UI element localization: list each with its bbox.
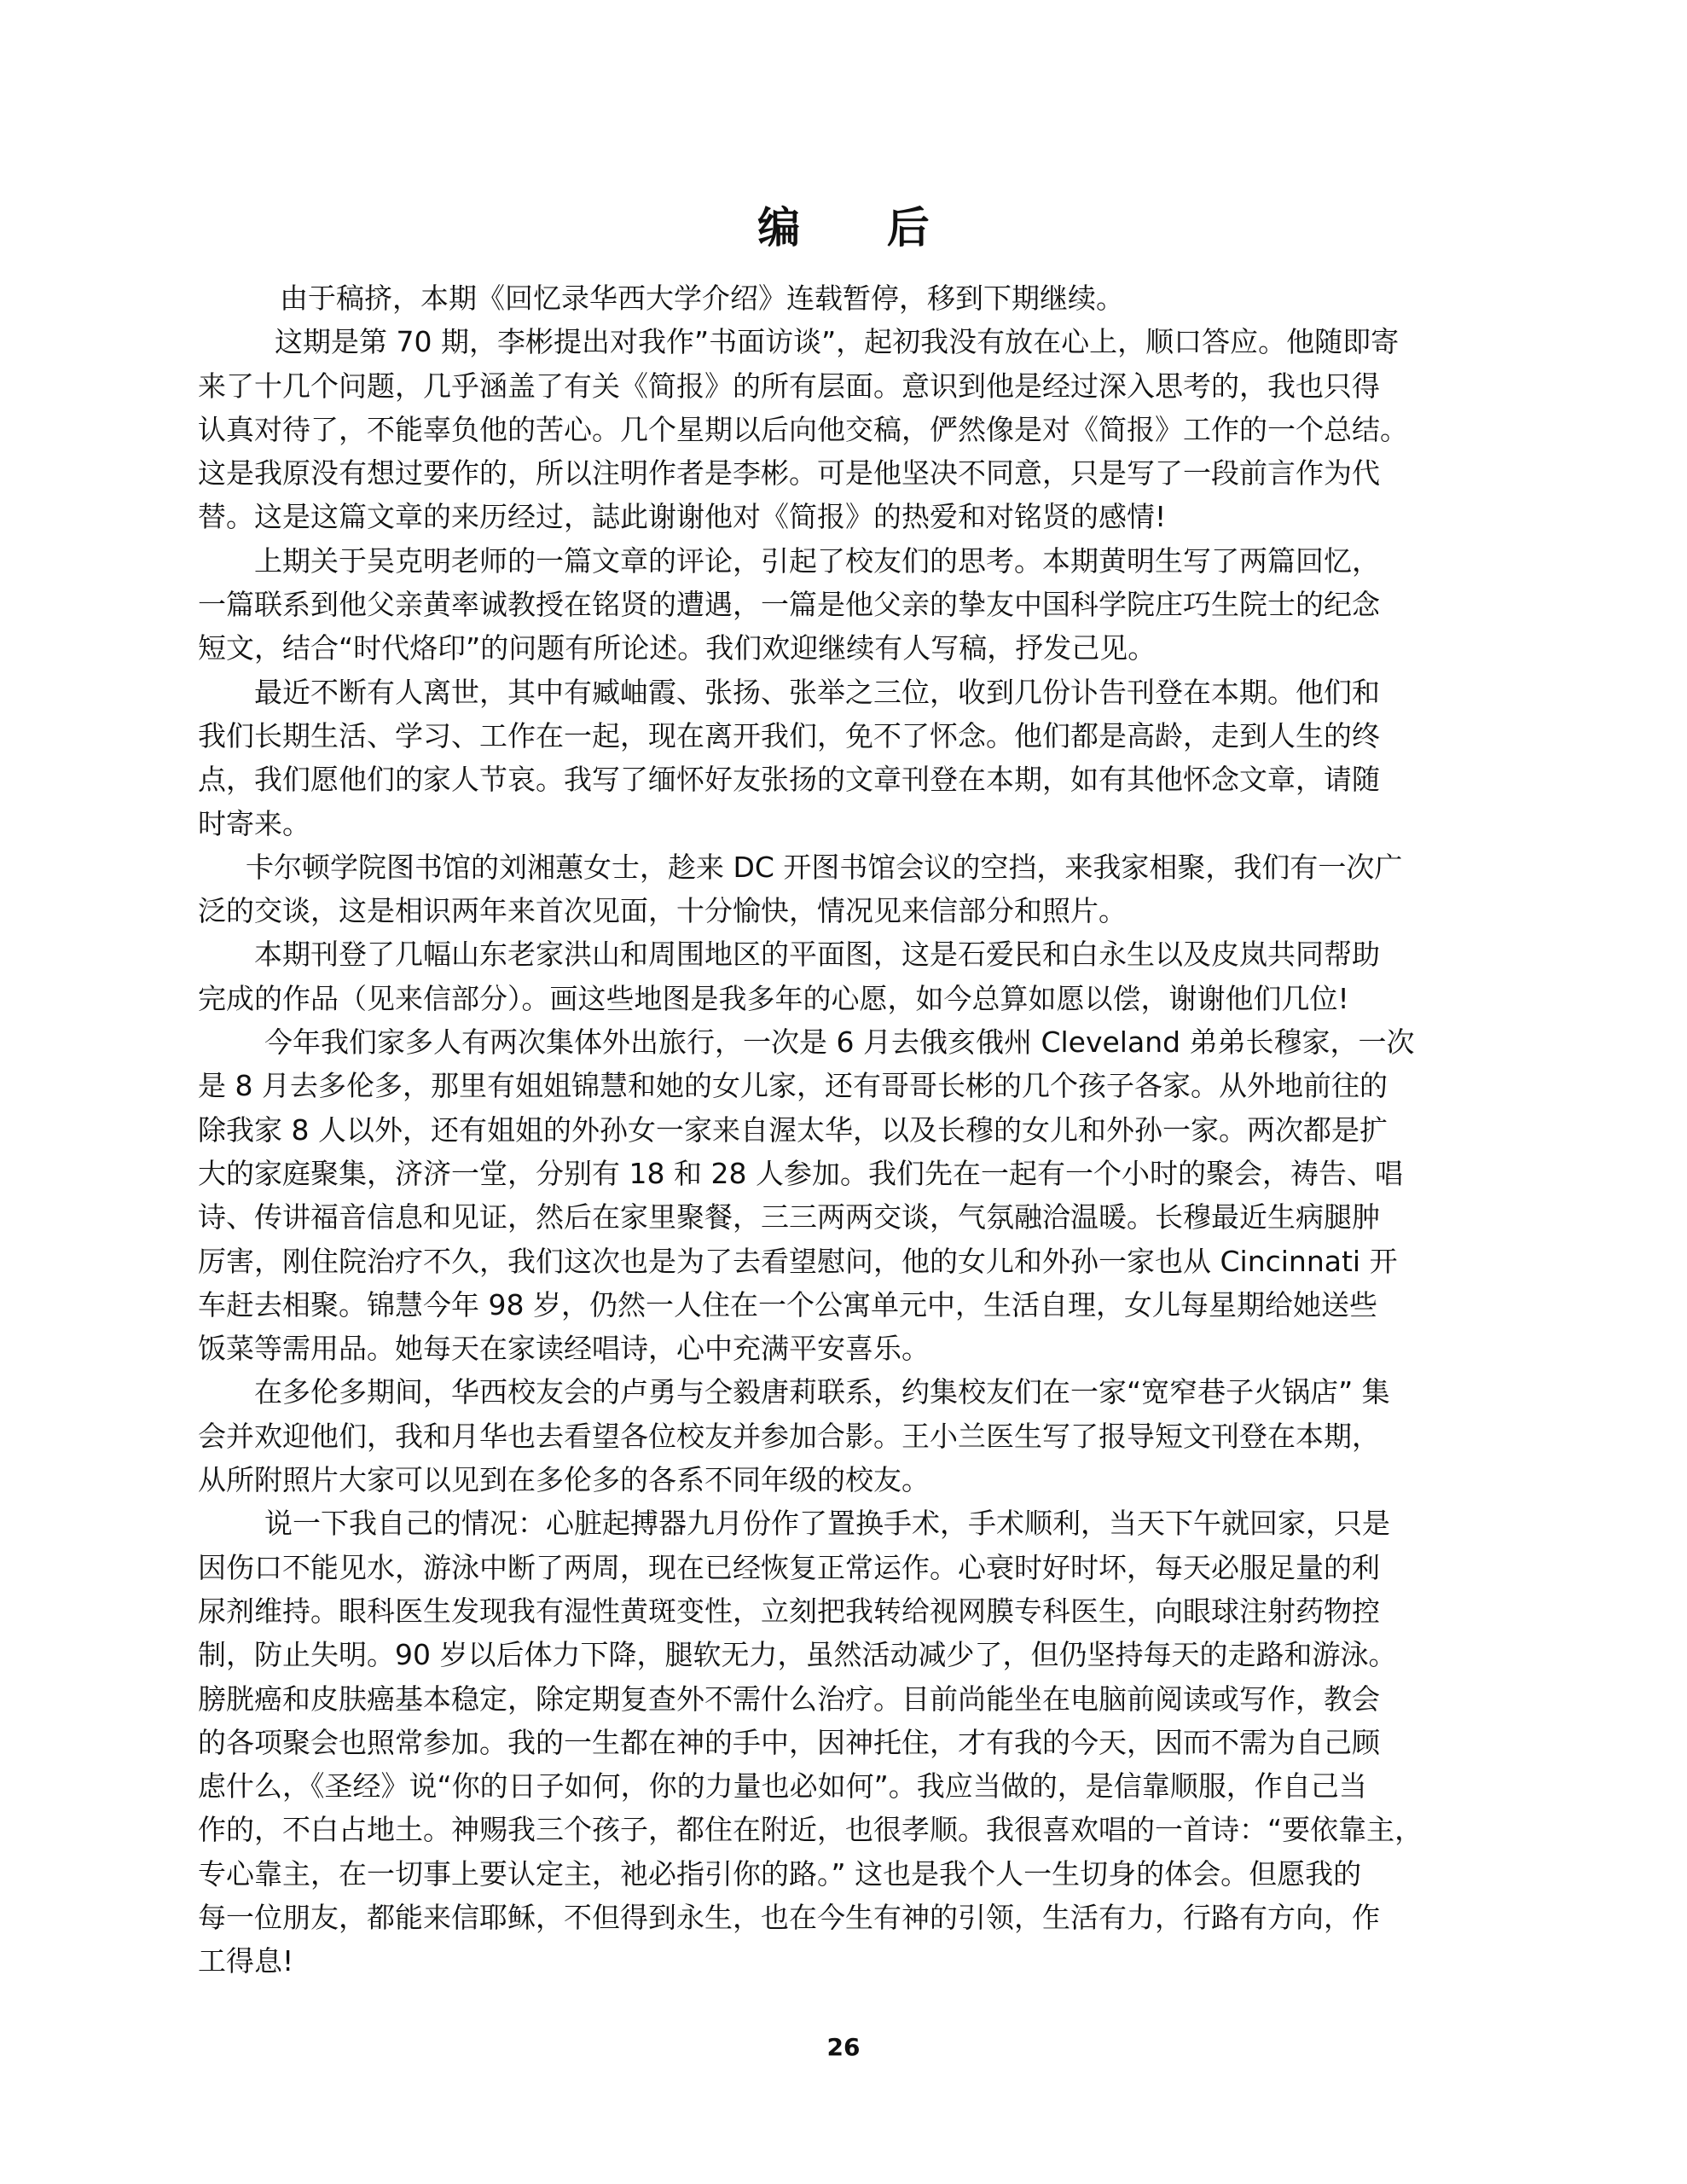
text-line: 今年我们家多人有两次集体外出旅行，一次是 6 月去俄亥俄州 Cleveland 弟弟长穆家，一次 (264, 1025, 1415, 1060)
text-line: 车赶去相聚。锦慧今年 98 岁，仍然一人住在一个公寓单元中，生活自理，女儿每星期给她送些 (198, 1287, 1377, 1321)
text-line: 我们长期生活、学习、工作在一起，现在离开我们，免不了怀念。他们都是高龄，走到人生的终 (198, 718, 1380, 752)
text-line: 除我家 8 人以外，还有姐姐的外孙女一家来自渥太华，以及长穆的女儿和外孙一家。两次都是扩 (198, 1112, 1388, 1147)
text-line: 是 8 月去多伦多，那里有姐姐锦慧和她的女儿家，还有哥哥长彬的几个孩子各家。从外地前往的 (198, 1069, 1388, 1103)
text-line: 会并欢迎他们，我和月华也去看望各位校友并参加合影。王小兰医生写了报导短文刊登在本期， (198, 1419, 1380, 1453)
text-line: 因伤口不能见水，游泳中断了两周，现在已经恢复正常运作。心衰时好时坏，每天必服足量的利 (198, 1550, 1380, 1584)
text-line: 由于稿挤，本期《回忆录华西大学介绍》连载暂停，移到下期继续。 (280, 282, 1124, 315)
text-line: 尿剂维持。眼科医生发现我有湿性黄斑变性，立刻把我转给视网膜专科医生，向眼球注射药物控 (198, 1594, 1380, 1628)
text-line: 从所附照片大家可以见到在多伦多的各系不同年级的校友。 (198, 1463, 930, 1497)
text-line: 作的，不白占地土。神赐我三个孩子，都住在附近，也很孝顺。我很喜欢唱的一首诗：“要依靠主， (198, 1813, 1423, 1847)
text-line: 的各项聚会也照常参加。我的一生都在神的手中，因神托住，才有我的今天，因而不需为自己顾 (198, 1725, 1380, 1759)
page-number: 26 (826, 2033, 861, 2061)
text-line: 卡尔顿学院图书馆的刘湘蕙女士，趁来 DC 开图书馆会议的空挡，来我家相聚，我们有一次广 (246, 850, 1403, 884)
text-line: 这是我原没有想过要作的，所以注明作者是李彬。可是他坚决不同意，只是写了一段前言作为代 (198, 456, 1380, 491)
page-title: 编 后 (757, 203, 965, 253)
text-line: 专心靠主，在一切事上要认定主，祂必指引你的路。” 这也是我个人一生切身的体会。但愿我的 (198, 1856, 1362, 1891)
text-line: 膀胱癌和皮肤癌基本稳定，除定期复查外不需什么治疗。目前尚能坐在电脑前阅读或写作，教会 (198, 1682, 1380, 1716)
text-line: 大的家庭聚集，济济一堂，分别有 18 和 28 人参加。我们先在一起有一个小时的聚会，祷告、唱 (198, 1156, 1403, 1190)
text-line: 最近不断有人离世，其中有臧岫霞、张扬、张举之三位，收到几份讣告刊登在本期。他们和 (254, 675, 1380, 709)
text-line: 这期是第 70 期，李彬提出对我作”书面访谈”，起初我没有放在心上，顺口答应。他随即寄 (275, 325, 1400, 359)
text-line: 一篇联系到他父亲黄率诚教授在铭贤的遭遇，一篇是他父亲的挚友中国科学院庄巧生院士的纪念 (198, 588, 1380, 622)
text-line: 每一位朋友，都能来信耶稣，不但得到永生，也在今生有神的引领，生活有力，行路有方向，作 (198, 1900, 1380, 1934)
text-line: 虑什么，《圣经》说“你的日子如何，你的力量也必如何”。我应当做的，是信靠顺服，作自己当 (198, 1769, 1367, 1804)
text-line: 替。这是这篇文章的来历经过，誌此谢谢他对《简报》的热爱和对铭贤的感情! (198, 500, 1167, 534)
editorial-body (198, 276, 1494, 1984)
text-line: 上期关于吴克明老师的一篇文章的评论，引起了校友们的思考。本期黄明生写了两篇回忆， (254, 543, 1380, 578)
text-line: 点，我们愿他们的家人节哀。我写了缅怀好友张扬的文章刊登在本期，如有其他怀念文章，请随 (198, 763, 1380, 797)
text-line: 认真对待了，不能辜负他的苦心。几个星期以后向他交稿，俨然像是对《简报》工作的一个总结。 (198, 412, 1408, 446)
text-line: 在多伦多期间，华西校友会的卢勇与仝毅唐莉联系，约集校友们在一家“宽窄巷子火锅店” 集 (254, 1375, 1390, 1409)
text-line: 诗、传讲福音信息和见证，然后在家里聚餐，三三两两交谈，气氛融洽温暖。长穆最近生病腿肿 (198, 1200, 1380, 1234)
text-line: 饭菜等需用品。她每天在家读经唱诗，心中充满平安喜乐。 (198, 1332, 930, 1366)
text-line: 短文，结合“时代烙印”的问题有所论述。我们欢迎继续有人写稿，抒发己见。 (198, 631, 1157, 665)
text-line: 泛的交谈，这是相识两年来首次见面，十分愉快，情况见来信部分和照片。 (198, 894, 1127, 928)
text-line: 工得息! (198, 1944, 294, 1978)
text-line: 说一下我自己的情况：心脏起搏器九月份作了置换手术，手术顺利，当天下午就回家，只是 (264, 1507, 1390, 1541)
text-line: 制，防止失明。90 岁以后体力下降，腿软无力，虽然活动减少了，但仍坚持每天的走路和游泳。 (198, 1638, 1397, 1672)
text-line: 时寄来。 (198, 806, 310, 840)
text-line: 厉害，刚住院治疗不久，我们这次也是为了去看望慰问，他的女儿和外孙一家也从 Cincinnati 开 (198, 1244, 1398, 1278)
text-line: 完成的作品（见来信部分）。画这些地图是我多年的心愿，如今总算如愿以偿，谢谢他们几位! (198, 981, 1349, 1015)
text-line: 来了十几个问题，几乎涵盖了有关《简报》的所有层面。意识到他是经过深入思考的，我也只得 (198, 369, 1380, 403)
text-line: 本期刊登了几幅山东老家洪山和周围地区的平面图，这是石爱民和白永生以及皮岚共同帮助 (254, 938, 1380, 972)
